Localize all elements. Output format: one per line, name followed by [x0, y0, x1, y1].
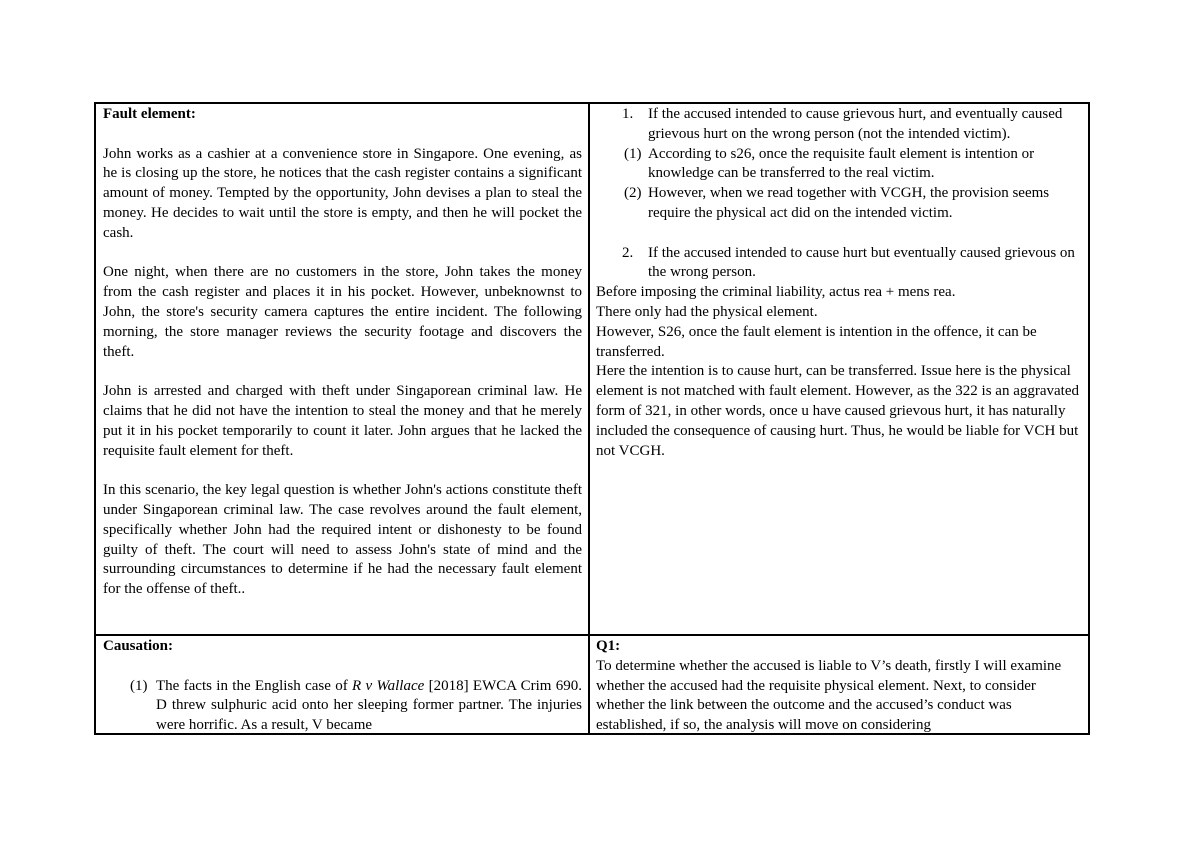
q1-text: To determine whether the accused is liable to V’s death, firstly I will examine whether the accused had the requisite physical element. Next, to consider whether the link between the outcome and the accused’s conduct was established, if so, the analysis will move on considering: [596, 657, 1062, 734]
item-2-text: If the accused intended to cause hurt but eventually caused grievous on the wrong person.: [648, 244, 1075, 281]
analysis-line-2: There only had the physical element.: [596, 303, 818, 320]
scenario-paragraph-3: John is arrested and charged with theft under Singaporean criminal law. He claims that he did not have the intention to steal the money and that he merely put it in his pocket temporarily to count it later. John argues that he lacked the requisite fault element for theft.: [103, 383, 582, 459]
item-1-text: If the accused intended to cause grievous hurt, and eventually caused grievous hurt on the wrong person (not the intended victim).: [648, 106, 1063, 142]
sub-item-1-number: (1): [624, 145, 642, 162]
q1-heading: Q1:: [596, 638, 621, 654]
causation-text-before: The facts in the English case of: [156, 677, 353, 694]
notes-table: [94, 102, 1090, 735]
causation-item-1: [103, 677, 582, 735]
item-1-number: 1.: [622, 106, 634, 122]
analysis-line-1: Before imposing the criminal liability, actus rea + mens rea.: [596, 284, 956, 301]
analysis-cell: [590, 104, 1090, 636]
analysis-line-3: However, S26, once the fault element is intention in the offence, it can be transferred.: [596, 323, 1037, 360]
scenario-paragraph-2: One night, when there are no customers in the store, John takes the money from the cash register and places it in his pocket. However, unbeknownst to John, the store's security camera captures the entire incident. The following morning, the store manager reviews the security footage and discovers the theft.: [103, 264, 582, 360]
item-2-number: 2.: [622, 244, 634, 261]
sub-item-1-text: According to s26, once the requisite fault element is intention or knowledge can be transferred to the real victim.: [648, 145, 1035, 182]
analysis-line-4: Here the intention is to cause hurt, can be transferred. Issue here is the physical element is not matched with fault element. However, as the 322 is an aggravated form of 321, in other words, once u have caused grievous hurt, it has naturally included the consequence of causing hurt. Thus, he would be liable for VCH but not VCGH.: [596, 363, 1079, 459]
sub-item-1: [596, 145, 1082, 185]
causation-item-number: (1): [130, 677, 148, 694]
causation-text-after: [2018] EWCA Crim 690. D threw sulphuric acid onto her sleeping former partner. The injuries were horrific. As a result, V became: [156, 677, 583, 734]
q1-cell: [590, 636, 1090, 735]
sub-item-2-text: However, when we read together with VCGH, the provision seems require the physical act did on the intended victim.: [648, 185, 1050, 221]
fault-element-heading: Fault element:: [103, 106, 196, 122]
scenario-paragraph-1: John works as a cashier at a convenience store in Singapore. One evening, as he is closing up the store, he notices that the cash register contains a significant amount of money. Tempted by the opportunity, John devises a plan to steal the money. He decides to wait until the store is empty, and then he will pocket the cash.: [103, 145, 582, 241]
fault-element-cell: [96, 104, 590, 636]
case-name: R v Wallace: [352, 677, 425, 694]
causation-cell: [96, 636, 590, 735]
numbered-item-2: [596, 244, 1082, 284]
numbered-item-1: [596, 105, 1082, 145]
causation-heading: Causation:: [103, 638, 174, 654]
scenario-paragraph-4: In this scenario, the key legal question is whether John's actions constitute theft under Singaporean criminal law. The case revolves around the fault element, specifically whether John had the required intent or dishonesty to be found guilty of theft. The court will need to assess John's state of mind and the surrounding circumstances to determine if he had the necessary fault element for the offense of theft..: [103, 482, 582, 598]
sub-item-2: [596, 184, 1082, 224]
sub-item-2-number: (2): [624, 185, 642, 202]
